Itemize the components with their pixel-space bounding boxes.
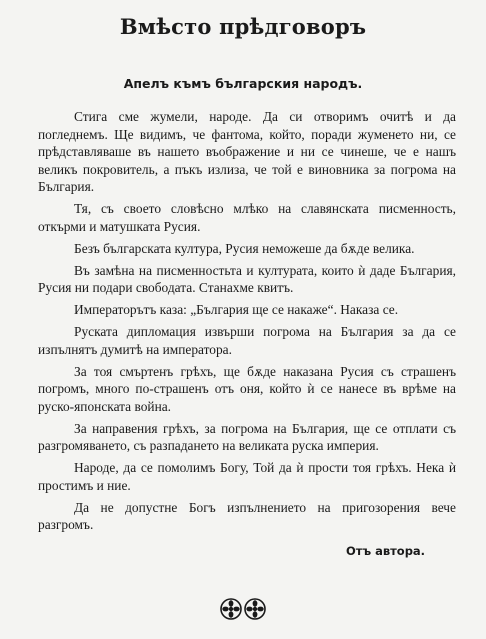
paragraph: Стига сме жумели, народе. Да си отворимъ очитѣ и да погледнемъ. Ще видимъ, че фантома, който, поради жуменето ни, се прѣдставляваше въ нашето въображение и ни се чинеше, че е нашъ великъ покровитель, а пъкъ излиза, че той е виновника за погрома на България.: [38, 109, 456, 194]
double-rosette-ornament-icon: [219, 596, 267, 622]
paragraph: Руската дипломация извърши погрома на България за да се изпълнятъ думитѣ на императора.: [38, 324, 456, 357]
paragraph: Безъ българската култура, Русия неможеше да бѫде велика.: [74, 240, 415, 256]
paragraph: Въ замѣна на писменностьта и културата, които ѝ даде България, Русия ни подари свободата. Станахме квитъ.: [38, 262, 456, 295]
appeal-heading: Апелъ къмъ българския народъ.: [123, 76, 363, 91]
paragraph: Народе, да се помолимъ Богу, Той да ѝ прости тоя грѣхъ. Нека ѝ простимъ и ние.: [38, 460, 456, 493]
paragraph: За направения грѣхъ, за погрома на България, ще се отплати съ разгромяването, съ разпадането на великата руска империя.: [38, 420, 456, 453]
page-title: Вмѣсто прѣдговоръ: [119, 14, 367, 39]
author-signature: Отъ автора.: [346, 544, 426, 558]
paragraph: За тоя смъртенъ грѣхъ, ще бѫде наказана Русия съ страшенъ погромъ, много по-страшенъ отъ оня, който ѝ се нанесе въ врѣме на руско-японската война.: [38, 363, 456, 414]
paragraph: Да не допустне Богъ изпълнението на пригозорения вече разгромъ.: [38, 499, 456, 532]
appeal-body: [38, 108, 456, 538]
paragraph: Тя, съ своето словѣсно млѣко на славянската писменность, откърми и матушката Русия.: [38, 201, 456, 234]
paragraph: Императорътъ каза: „България ще се накаже“. Наказа се.: [74, 302, 399, 317]
